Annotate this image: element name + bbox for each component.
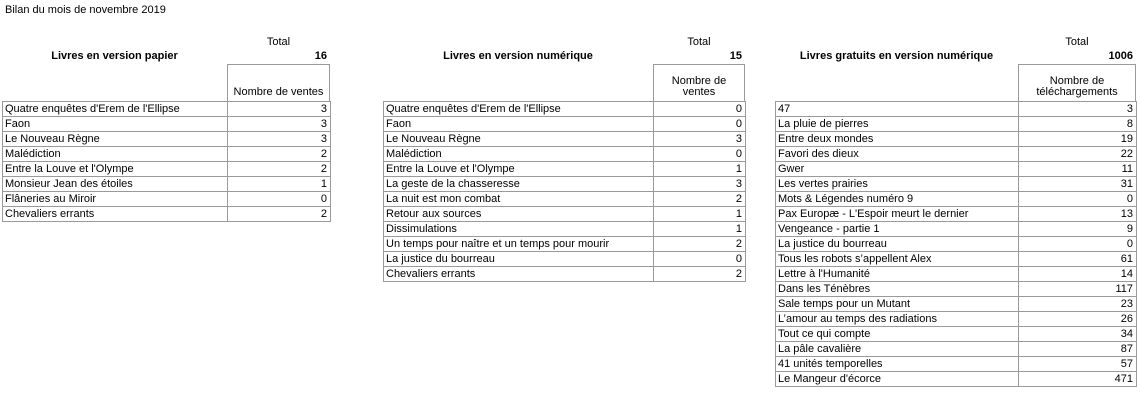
value-cell: 2: [654, 267, 746, 282]
table-row: [776, 312, 1137, 327]
book-title-cell: Quatre enquêtes d'Erem de l'Ellipse: [3, 102, 228, 117]
table-row: [384, 192, 746, 207]
value-cell: 1: [654, 162, 746, 177]
book-title-cell: La justice du bourreau: [776, 237, 1019, 252]
book-title-cell: Retour aux sources: [384, 207, 654, 222]
book-title-cell: La pluie de pierres: [776, 117, 1019, 132]
book-title-cell: La justice du bourreau: [384, 252, 654, 267]
value-column-header: Nombre de ventes: [653, 64, 745, 101]
value-cell: 13: [1019, 207, 1137, 222]
value-cell: 3: [1019, 102, 1137, 117]
title-row: [2, 49, 331, 64]
table-row: [776, 357, 1137, 372]
table-row: [384, 117, 746, 132]
book-title-cell: Entre la Louve et l'Olympe: [3, 162, 228, 177]
book-title-cell: Entre la Louve et l'Olympe: [384, 162, 654, 177]
table-row: [776, 192, 1137, 207]
book-title-cell: Lettre à l'Humanité: [776, 267, 1019, 282]
value-cell: 57: [1019, 357, 1137, 372]
book-title-cell: Entre deux mondes: [776, 132, 1019, 147]
table-row: [776, 237, 1137, 252]
value-cell: 22: [1019, 147, 1137, 162]
table-row: [3, 192, 331, 207]
table-row: [384, 162, 746, 177]
table-row: [3, 117, 331, 132]
value-cell: 2: [654, 192, 746, 207]
table-row: [776, 102, 1137, 117]
book-table: [383, 36, 746, 282]
table-row: [776, 372, 1137, 387]
data-table: [383, 101, 746, 282]
book-title-cell: Mots & Légendes numéro 9: [776, 192, 1019, 207]
value-cell: 2: [228, 207, 331, 222]
value-cell: 1: [654, 222, 746, 237]
book-title-cell: Tout ce qui compte: [776, 327, 1019, 342]
table-row: [384, 132, 746, 147]
total-value: 16: [314, 50, 327, 62]
total-row: [775, 36, 1137, 49]
table-row: [776, 327, 1137, 342]
value-cell: 31: [1019, 177, 1137, 192]
total-value: 1006: [1108, 50, 1133, 62]
table-row: [776, 162, 1137, 177]
value-cell: 87: [1019, 342, 1137, 357]
book-title-cell: Dissimulations: [384, 222, 654, 237]
value-cell: 0: [654, 147, 746, 162]
table-row: [776, 252, 1137, 267]
data-table: [775, 101, 1137, 387]
table-row: [3, 132, 331, 147]
value-cell: 23: [1019, 297, 1137, 312]
table-row: [384, 147, 746, 162]
book-title-cell: Pax Europæ - L'Espoir meurt le dernier: [776, 207, 1019, 222]
book-title-cell: La nuit est mon combat: [384, 192, 654, 207]
book-title-cell: Sale temps pour un Mutant: [776, 297, 1019, 312]
value-cell: 19: [1019, 132, 1137, 147]
value-cell: 2: [654, 237, 746, 252]
book-title-cell: Tous les robots s’appellent Alex: [776, 252, 1019, 267]
table-row: [776, 117, 1137, 132]
title-row: [775, 49, 1137, 64]
book-table: [775, 36, 1137, 387]
table-title: Livres en version papier: [51, 50, 178, 62]
book-title-cell: 41 unités temporelles: [776, 357, 1019, 372]
value-cell: 34: [1019, 327, 1137, 342]
table-row: [384, 252, 746, 267]
value-cell: 0: [1019, 192, 1137, 207]
table-row: [776, 147, 1137, 162]
value-cell: 117: [1019, 282, 1137, 297]
table-row: [3, 177, 331, 192]
table-row: [384, 267, 746, 282]
table-row: [776, 222, 1137, 237]
value-cell: 61: [1019, 252, 1137, 267]
total-label: Total: [687, 36, 711, 48]
value-cell: 0: [1019, 237, 1137, 252]
book-table: [2, 36, 331, 222]
value-cell: 1: [654, 207, 746, 222]
table-row: [3, 162, 331, 177]
book-title-cell: Chevaliers errants: [3, 207, 228, 222]
book-title-cell: Favori des dieux: [776, 147, 1019, 162]
total-label: Total: [1065, 36, 1089, 48]
total-value: 15: [729, 50, 742, 62]
table-row: [384, 102, 746, 117]
table-row: [776, 207, 1137, 222]
table-row: [776, 177, 1137, 192]
table-row: [3, 207, 331, 222]
table-title: Livres en version numérique: [443, 50, 593, 62]
value-column-header: Nombre de téléchargements: [1018, 64, 1136, 101]
value-cell: 14: [1019, 267, 1137, 282]
value-cell: 3: [228, 117, 331, 132]
value-cell: 1: [228, 177, 331, 192]
total-row: [2, 36, 331, 49]
book-title-cell: Un temps pour naître et un temps pour mourir: [384, 237, 654, 252]
total-label: Total: [266, 36, 291, 48]
value-cell: 0: [654, 252, 746, 267]
column-header-row: [775, 64, 1137, 101]
table-row: [384, 237, 746, 252]
book-title-cell: L’amour au temps des radiations: [776, 312, 1019, 327]
value-cell: 9: [1019, 222, 1137, 237]
table-row: [776, 297, 1137, 312]
book-title-cell: Faon: [384, 117, 654, 132]
table-row: [776, 267, 1137, 282]
value-cell: 26: [1019, 312, 1137, 327]
book-title-cell: Flâneries au Miroir: [3, 192, 228, 207]
column-header-row: [2, 64, 331, 101]
value-cell: 2: [228, 147, 331, 162]
book-title-cell: Le Nouveau Règne: [3, 132, 228, 147]
value-cell: 3: [654, 177, 746, 192]
value-cell: 0: [654, 117, 746, 132]
table-row: [384, 177, 746, 192]
table-row: [3, 147, 331, 162]
book-title-cell: Faon: [3, 117, 228, 132]
page-title: Bilan du mois de novembre 2019: [5, 4, 166, 16]
value-cell: 8: [1019, 117, 1137, 132]
book-title-cell: Vengeance - partie 1: [776, 222, 1019, 237]
book-title-cell: La geste de la chasseresse: [384, 177, 654, 192]
value-cell: 3: [654, 132, 746, 147]
book-title-cell: Malédiction: [384, 147, 654, 162]
value-column-header: Nombre de ventes: [227, 64, 330, 101]
book-title-cell: Quatre enquêtes d'Erem de l'Ellipse: [384, 102, 654, 117]
table-row: [776, 282, 1137, 297]
book-title-cell: Le Nouveau Règne: [384, 132, 654, 147]
value-cell: 11: [1019, 162, 1137, 177]
data-table: [2, 101, 331, 222]
book-title-cell: La pâle cavalière: [776, 342, 1019, 357]
table-row: [3, 102, 331, 117]
table-row: [384, 222, 746, 237]
total-row: [383, 36, 746, 49]
book-title-cell: Le Mangeur d'écorce: [776, 372, 1019, 387]
book-title-cell: Chevaliers errants: [384, 267, 654, 282]
title-row: [383, 49, 746, 64]
value-cell: 0: [228, 192, 331, 207]
book-title-cell: Monsieur Jean des étoiles: [3, 177, 228, 192]
value-cell: 2: [228, 162, 331, 177]
table-title: Livres gratuits en version numérique: [799, 50, 994, 62]
column-header-row: [383, 64, 746, 101]
table-row: [776, 132, 1137, 147]
value-cell: 3: [228, 132, 331, 147]
book-title-cell: Gwer: [776, 162, 1019, 177]
book-title-cell: Dans les Ténèbres: [776, 282, 1019, 297]
value-cell: 3: [228, 102, 331, 117]
book-title-cell: Malédiction: [3, 147, 228, 162]
table-row: [384, 207, 746, 222]
book-title-cell: Les vertes prairies: [776, 177, 1019, 192]
table-row: [776, 342, 1137, 357]
book-title-cell: 47: [776, 102, 1019, 117]
value-cell: 0: [654, 102, 746, 117]
value-cell: 471: [1019, 372, 1137, 387]
